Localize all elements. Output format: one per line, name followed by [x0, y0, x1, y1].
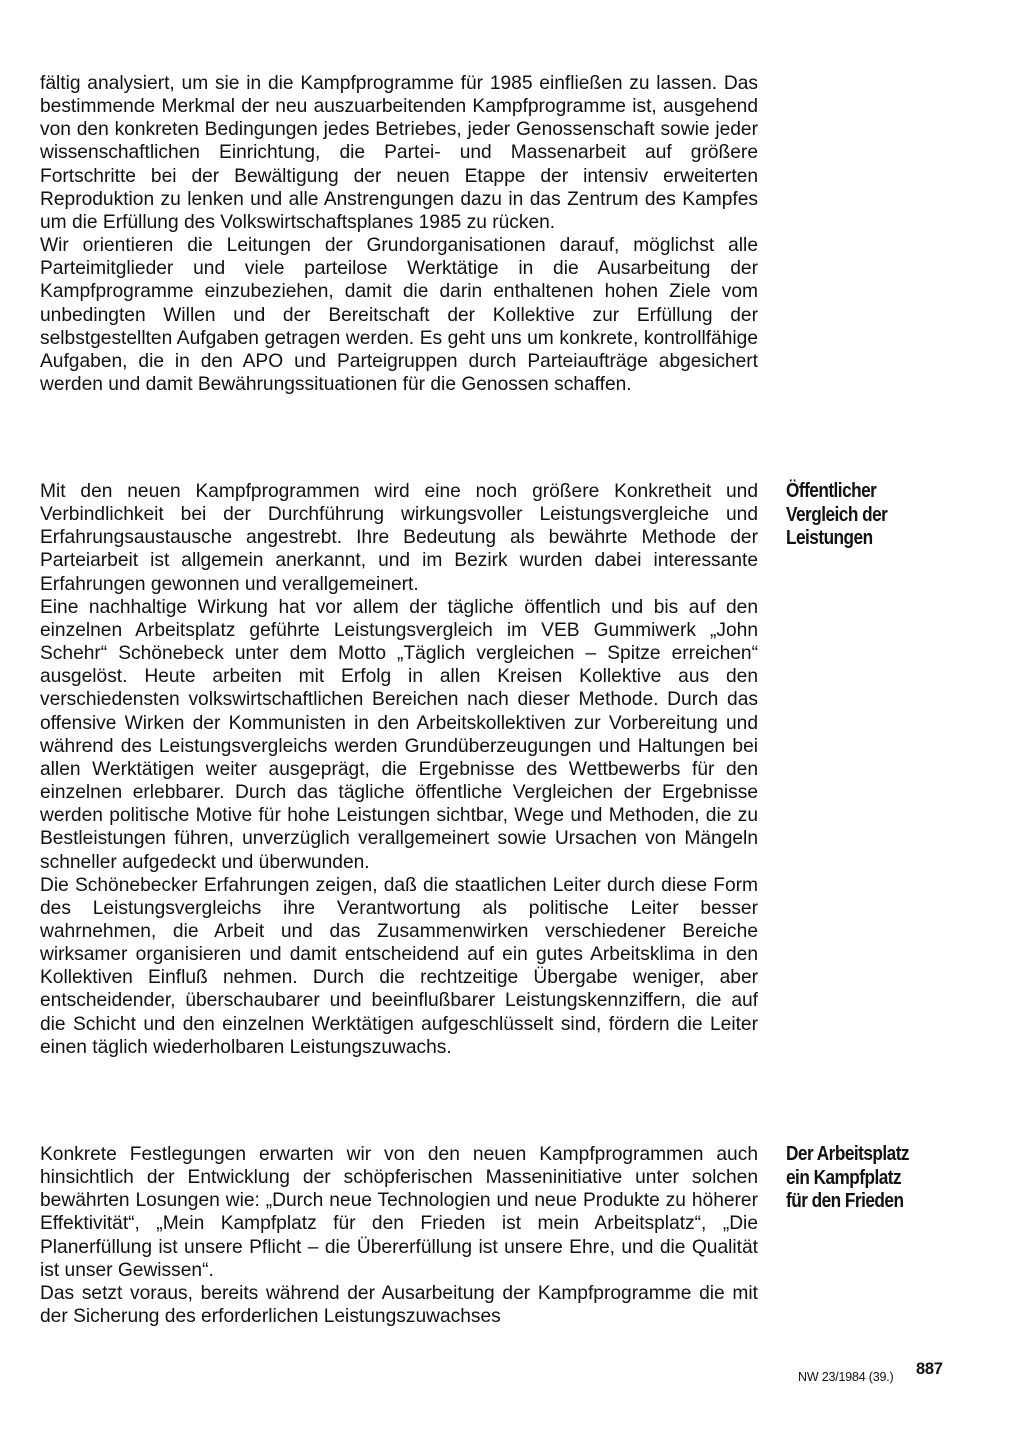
page-number: 887	[916, 1360, 943, 1378]
margin-heading: Der Arbeitsplatz ein Kampfplatz für den Frieden	[786, 1143, 910, 1212]
margin-heading: Öffentlicher Vergleich der Leistungen	[786, 480, 888, 549]
body-paragraph: Die Schönebecker Erfahrungen zeigen, daß die staatlichen Leiter durch diese Form des Leistungsvergleichs ihre Verantwortung als politische Leiter besser wahrnehmen, die Arbeit und das Zusammenwirken verschiedener Bereiche wirksamer organisieren und damit entscheidend auf ein gutes Arbeitsklima in den Kollektiven Einfluß nehmen. Durch die rechtzeitige Übergabe weniger, aber entscheidender, überschaubarer und beeinflußbarer Leistungskennziffern, die auf die Schicht und den einzelnen Werktätigen aufgeschlüsselt sind, fördern die Leiter einen täglich wiederholbaren Leistungszuwachs.	[40, 874, 758, 1058]
body-paragraph: Konkrete Festlegungen erwarten wir von den neuen Kampfprogrammen auch hinsichtlich der Entwicklung der schöpferischen Masseninitiative unter solchen bewährten Losungen wie: „Durch neue Technologien und neue Produkte zu höherer Effektivität“, „Mein Kampfplatz für den Frieden ist mein Arbeitsplatz“, „Die Planerfüllung ist unsere Pflicht – die Übererfüllung ist unsere Ehre, und die Qualität ist unser Gewissen“.	[40, 1144, 758, 1281]
body-paragraph: Das setzt voraus, bereits während der Ausarbeitung der Kampfprogramme die mit der Sicherung des erforderlichen Leistungszuwachses	[40, 1282, 758, 1328]
section-intro	[40, 72, 758, 396]
body-paragraph: fältig analysiert, um sie in die Kampfprogramme für 1985 einfließen zu lassen. Das bestimmende Merkmal der neu auszuarbeitenden Kampfprogramme ist, ausgehend von den konkreten Bedingungen jedes Betriebes, jeder Genossenschaft sowie jeder wissenschaftlichen Einrichtung, die Partei- und Massenarbeit auf größere Fortschritte bei der Bewältigung der neuen Etappe der intensiv erweiterten Reproduktion zu lenken und alle Anstrengungen dazu in das Zentrum des Kampfes um die Erfüllung des Volkswirtschaftsplanes 1985 zu rücken.	[40, 73, 758, 233]
publication-reference: NW 23/1984 (39.)	[798, 1370, 894, 1384]
body-paragraph: Mit den neuen Kampfprogrammen wird eine noch größere Konkretheit und Verbindlichkeit bei der Durchführung wirkungsvoller Leistungsvergleiche und Erfahrungsaustausche angestrebt. Ihre Bedeutung als bewährte Methode der Parteiarbeit ist allgemein anerkannt, und im Bezirk wurden dabei interessante Erfahrungen gewonnen und verallgemeinert.	[40, 481, 758, 595]
section-workplace	[40, 1143, 758, 1328]
section-public-comparison	[40, 480, 758, 1059]
body-paragraph: Eine nachhaltige Wirkung hat vor allem der tägliche öffentlich und bis auf den einzelnen Arbeitsplatz geführte Leistungsvergleich im VEB Gummiwerk „John Schehr“ Schönebeck unter dem Motto „Täglich vergleichen – Spitze erreichen“ ausgelöst. Heute arbeiten mit Erfolg in allen Kreisen Kollektive aus den verschiedensten volkswirtschaftlichen Bereichen nach dieser Methode. Durch das offensive Wirken der Kommunisten in den Arbeitskollektiven zur Vorbereitung und während des Leistungsvergleichs werden Grundüberzeugungen und Haltungen bei allen Werktätigen weiter ausgeprägt, die Ergebnisse des Wettbewerbs für den einzelnen erlebbarer. Durch das tägliche öffentliche Vergleichen der Ergebnisse werden politische Motive für hohe Leistungen sichtbar, Wege und Methoden, die zu Bestleistungen führen, unverzüglich verallgemeinert sowie Ursachen von Mängeln schneller aufgedeckt und überwunden.	[40, 596, 758, 873]
body-paragraph: Wir orientieren die Leitungen der Grundorganisationen darauf, möglichst alle Parteimitglieder und viele parteilose Werktätige in die Ausarbeitung der Kampfprogramme einzubeziehen, damit die darin enthaltenen hohen Ziele vom unbedingten Willen und der Bereitschaft der Kollektive zur Erfüllung der selbstgestellten Aufgaben getragen werden. Es geht uns um konkrete, kontrollfähige Aufgaben, die in den APO und Parteigruppen durch Parteiaufträge abgesichert werden und damit Bewährungssituationen für die Genossen schaffen.	[40, 235, 758, 396]
